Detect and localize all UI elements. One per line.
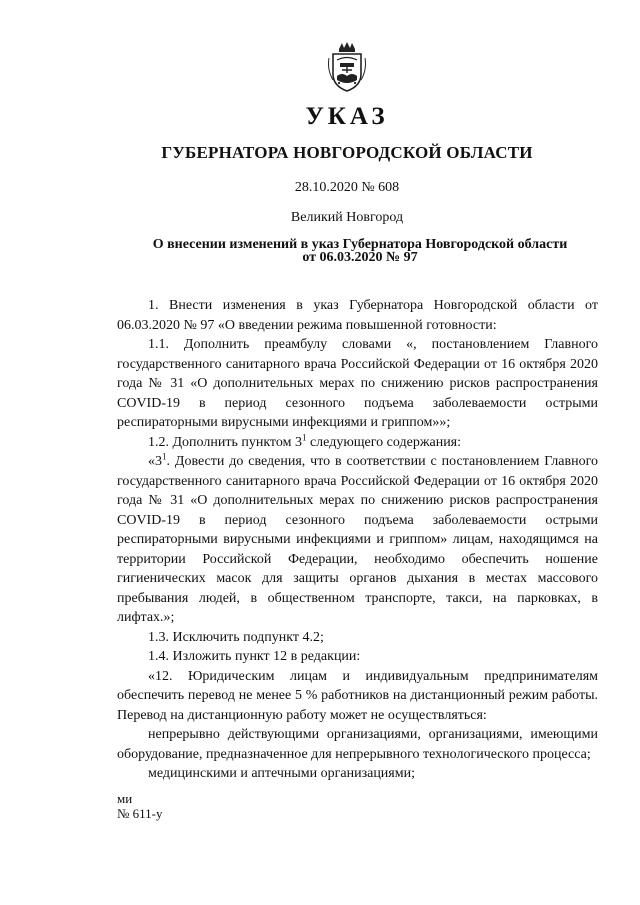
paragraph-1-1: 1.1. Дополнить преамбулу словами «, постановлением Главного государственного санитарного врача Российской Федерации от 16 октября 2020 года № 31 «О дополнительных мерах по снижению рисков распространения COVID-19 в период сезонного подъема заболеваемости острыми респираторными вирусными инфекциями и гриппом»»; <box>117 337 598 430</box>
novgorod-coat-of-arms-icon <box>325 40 369 94</box>
footer-initials: ми <box>117 791 133 806</box>
superscript: 1 <box>301 431 307 442</box>
paragraph-1-2-text-end: следующего содержания: <box>306 434 462 450</box>
decree-heading <box>120 238 600 264</box>
paragraph-1-4: 1.4. Изложить пункт 12 в редакции: <box>148 649 361 664</box>
document-title: УКАЗ <box>305 103 389 130</box>
city-name: Великий Новгород <box>290 210 404 225</box>
date-number: 28.10.2020 № 608 <box>294 180 400 195</box>
heading-line-2: от 06.03.2020 № 97 <box>302 250 418 265</box>
footer-ref <box>117 791 163 821</box>
paragraph-3-1 <box>117 452 598 628</box>
paragraph-1-3: 1.3. Исключить подпункт 4.2; <box>148 629 324 645</box>
decree-body <box>117 296 598 784</box>
superscript: 1 <box>162 451 167 462</box>
paragraph-3-1-text-end: . Довести до сведения, что в соответствии с постановлением Главного государственного санитарного врача Российской Федерации от 16 октября 2020 года № 31 «О дополнительных мерах по снижению рисков распространения COVID-19 в период сезонного подъема заболеваемости острыми респираторными вирусными инфекциями и гриппом» лицам, находящимся на территории Российской Федерации, необходимо обеспечить ношение гигиенических масок для защиты органов дыхания в местах массового пребывания людей, в общественном транспорте, такси, на парковках, в лифтах.»; <box>117 454 598 625</box>
paragraph-12: «12. Юридическим лицам и индивидуальным предпринимателям обеспечить перевод не менее 5 % работников на дистанционный режим работы. Перевод на дистанционную работу может не осуществляться: <box>117 668 598 723</box>
heading-line-1: О внесении изменений в указ Губернатора Новгородской области <box>152 237 568 252</box>
paragraph-continuous-orgs: непрерывно действующими организациями, организациями, имеющими оборудование, предназначенное для непрерывного технологического процесса; <box>117 727 598 762</box>
paragraph-1-2-text: 1.2. Дополнить пунктом 3 <box>148 434 302 450</box>
paragraph-1-2 <box>117 433 598 453</box>
paragraph-1: 1. Внести изменения в указ Губернатора Новгородской области от 06.03.2020 № 97 «О введении режима повышенной готовности: <box>117 298 598 333</box>
footer-number: № 611-у <box>117 806 163 821</box>
paragraph-3-1-text: «3 <box>148 454 162 469</box>
document-subtitle: ГУБЕРНАТОРА НОВГОРОДСКОЙ ОБЛАСТИ <box>161 143 533 162</box>
paragraph-medical-orgs: медицинскими и аптечными организациями; <box>148 766 415 781</box>
